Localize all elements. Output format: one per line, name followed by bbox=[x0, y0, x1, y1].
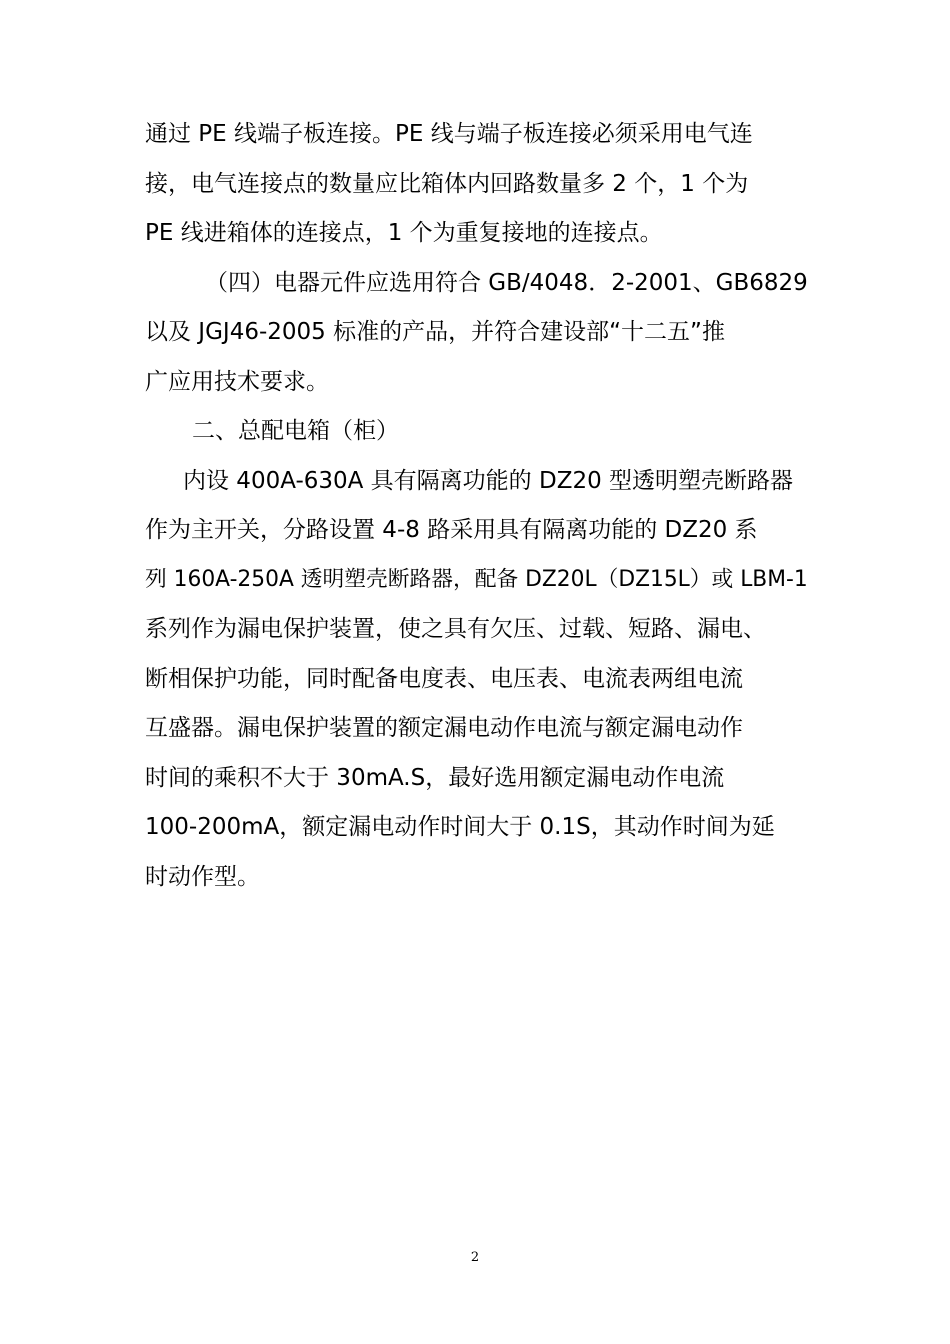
body-text-line: PE 线进箱体的连接点，1 个为重复接地的连接点。 bbox=[145, 220, 663, 246]
body-text-line: 接，电气连接点的数量应比箱体内回路数量多 2 个，1 个为 bbox=[145, 171, 749, 197]
body-text-line: 通过 PE 线端子板连接。PE 线与端子板连接必须采用电气连 bbox=[145, 121, 753, 147]
body-text-line: 时间的乘积不大于 30mA.S，最好选用额定漏电动作电流 bbox=[145, 765, 725, 791]
body-text-line: 100-200mA，额定漏电动作时间大于 0.1S，其动作时间为延 bbox=[145, 814, 775, 840]
body-text-line: 列 160A-250A 透明塑壳断路器，配备 DZ20L（DZ15L）或 LBM-1 bbox=[145, 567, 808, 592]
body-text-line: 互盛器。漏电保护装置的额定漏电动作电流与额定漏电动作 bbox=[145, 715, 743, 741]
body-text-line: 广应用技术要求。 bbox=[145, 369, 329, 395]
section-heading-two: 二、总配电箱（柜） bbox=[192, 418, 399, 444]
body-text-line: 以及 JGJ46-2005 标准的产品，并符合建设部“十二五”推 bbox=[145, 319, 725, 345]
body-text-line: 时动作型。 bbox=[145, 864, 260, 890]
body-text-line: 断相保护功能，同时配备电度表、电压表、电流表两组电流 bbox=[145, 666, 743, 692]
body-text-line: 系列作为漏电保护装置，使之具有欠压、过载、短路、漏电、 bbox=[145, 616, 766, 642]
section-heading-four: （四）电器元件应选用符合 GB/4048．2-2001、GB6829 bbox=[205, 270, 808, 296]
body-text-line: 内设 400A-630A 具有隔离功能的 DZ20 型透明塑壳断路器 bbox=[183, 468, 794, 494]
body-text-line: 作为主开关，分路设置 4-8 路采用具有隔离功能的 DZ20 系 bbox=[145, 517, 758, 543]
page-number: 2 bbox=[470, 1250, 480, 1265]
